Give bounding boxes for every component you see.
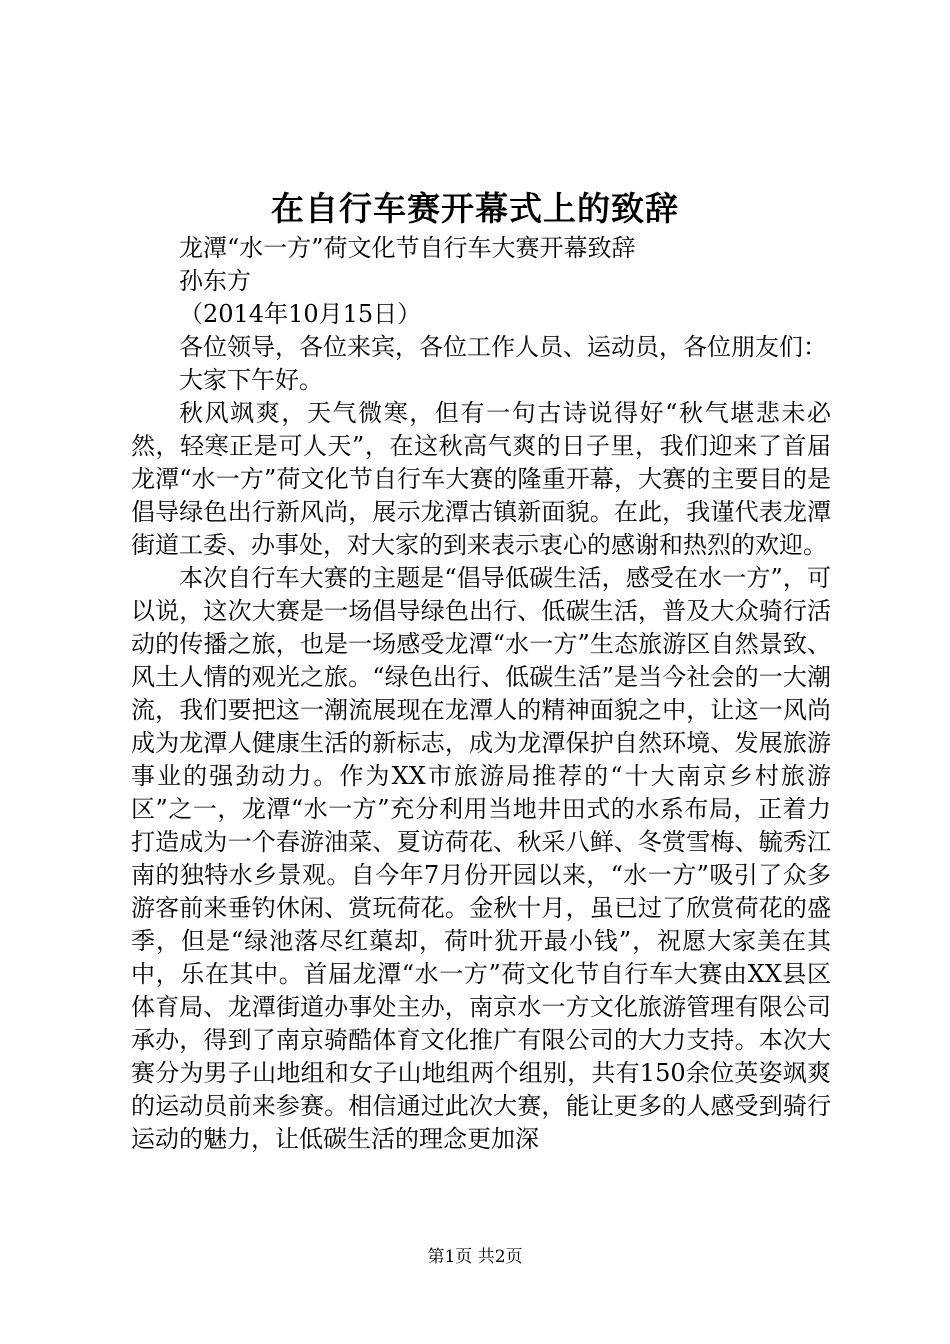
speech-date: （2014年10月15日）: [179, 300, 422, 328]
speech-salutation: 各位领导，各位来宾，各位工作人员、运动员，各位朋友们：: [179, 333, 827, 361]
document-title: 在自行车赛开幕式上的致辞: [271, 189, 679, 228]
speech-author: 孙东方: [179, 267, 251, 295]
paragraph: 本次自行车大赛的主题是“倡导低碳生活，感受在水一方”，可以说，这次大赛是一场倡导绿色出行、低碳生活，普及大众骑行活动的传播之旅，也是一场感受龙潭“水一方”生态旅游区自然景致、风土人情的观光之旅。“绿色出行、低碳生活”是当今社会的一大潮流，我们要把这一潮流展现在龙潭人的精神面貌之中，让这一风尚成为龙潭人健康生活的新标志，成为龙潭保护自然环境、发展旅游事业的强劲动力。作为XX市旅游局推荐的“十大南京乡村旅游区”之一，龙潭“水一方”充分利用当地井田式的水系布局，正着力打造成为一个春游油菜、夏访荷花、秋采八鲜、冬赏雪梅、毓秀江南的独特水乡景观。自今年7月份开园以来，“水一方”吸引了众多游客前来垂钓休闲、赏玩荷花。金秋十月，虽已过了欣赏荷花的盛季，但是“绿池落尽红蕖却，荷叶犹开最小钱”，祝愿大家美在其中，乐在其中。首届龙潭“水一方”荷文化节自行车大赛由XX县区体育局、龙潭街道办事处主办，南京水一方文化旅游管理有限公司承办，得到了南京骑酷体育文化推广有限公司的大力支持。本次大赛分为男子山地组和女子山地组两个组别，共有150余位英姿飒爽的运动员前来参赛。相信通过此次大赛，能让更多的人感受到骑行运动的魅力，让低碳生活的理念更加深: [131, 564, 831, 1153]
speech-subtitle: 龙潭“水一方”荷文化节自行车大赛开幕致辞: [179, 234, 636, 262]
speech-greeting: 大家下午好。: [179, 366, 323, 394]
page-number-footer: 第1页 共2页: [427, 1247, 523, 1267]
paragraph: 秋风飒爽，天气微寒，但有一句古诗说得好“秋气堪悲未必然，轻寒正是可人天”，在这秋高气爽的日子里，我们迎来了首届龙潭“水一方”荷文化节自行车大赛的隆重开幕，大赛的主要目的是倡导绿色出行新风尚，展示龙潭古镇新面貌。在此，我谨代表龙潭街道工委、办事处，对大家的到来表示衷心的感谢和热烈的欢迎。: [131, 399, 831, 559]
document-body: [131, 232, 831, 1156]
